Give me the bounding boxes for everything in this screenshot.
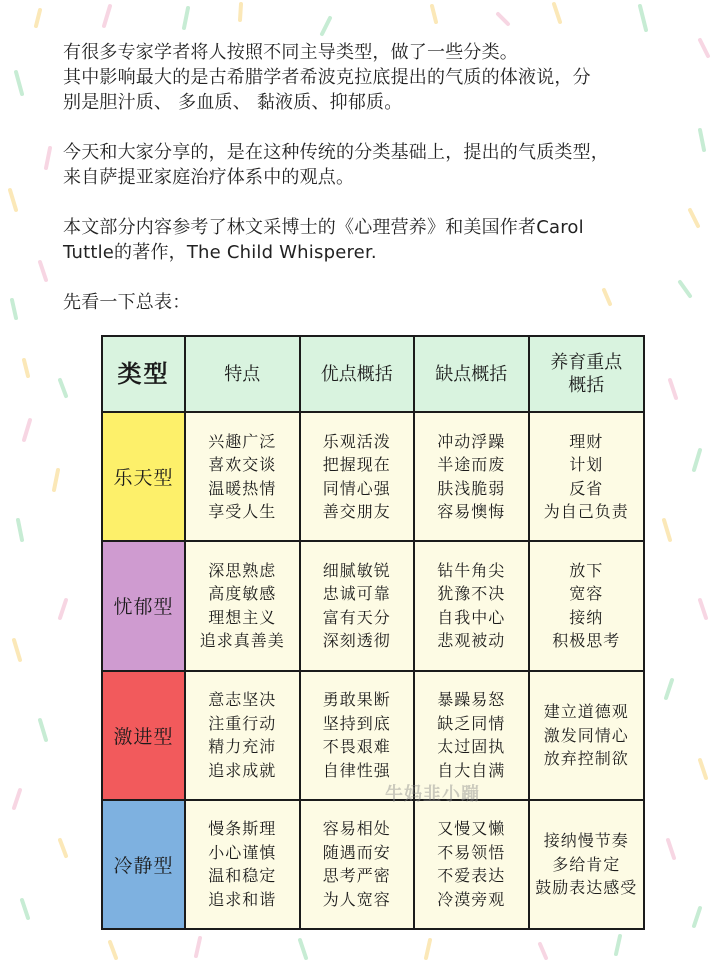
traits-cell <box>185 800 300 928</box>
table-body <box>103 412 643 928</box>
header-type: 类型 <box>103 337 185 412</box>
intro-line: 别是胆汁质、 多血质、 黏液质、抑郁质。 <box>63 92 403 113</box>
header-strengths: 优点概括 <box>300 337 415 412</box>
cell-line: 富有天分 <box>322 607 391 627</box>
table-row <box>103 541 643 670</box>
cell-line: 积极思考 <box>552 631 621 651</box>
cell-line: 容易懊悔 <box>437 502 506 522</box>
cell-line: 坚持到底 <box>322 713 391 733</box>
cell-line: 理想主义 <box>208 607 277 627</box>
cell-line: 深思熟虑 <box>208 560 277 580</box>
cell-line: 追求真善美 <box>199 631 285 651</box>
cell-line: 自大自满 <box>437 760 506 780</box>
intro-line: Tuttle的著作，The Child Whisperer. <box>63 242 377 263</box>
header-parenting-line: 概括 <box>568 375 605 396</box>
traits-cell <box>185 541 300 670</box>
cell-line: 慢条斯理 <box>208 819 277 839</box>
cell-line: 细腻敏锐 <box>322 560 391 580</box>
watermark: 牛妈韭小蹦 <box>385 784 480 805</box>
strengths-cell <box>300 412 415 541</box>
table-row <box>103 800 643 928</box>
weaknesses-cell <box>414 412 529 541</box>
header-traits: 特点 <box>185 337 300 412</box>
header-weaknesses: 缺点概括 <box>414 337 529 412</box>
cell-line: 不畏艰难 <box>322 737 391 757</box>
cell-line: 冷漠旁观 <box>437 889 506 909</box>
cell-line: 乐观活泼 <box>322 431 391 451</box>
intro-line: 其中影响最大的是古希腊学者希波克拉底提出的气质的体液说，分 <box>63 67 591 88</box>
strengths-cell <box>300 800 415 928</box>
temperament-table-frame <box>101 335 645 930</box>
cell-line: 钻牛角尖 <box>437 560 506 580</box>
cell-line: 为人宽容 <box>322 889 391 909</box>
cell-line: 太过固执 <box>437 737 506 757</box>
cell-line: 接纳 <box>569 607 604 627</box>
temperament-table <box>103 337 643 928</box>
cell-line: 不爱表达 <box>437 866 506 886</box>
type-cell: 冷静型 <box>103 800 185 928</box>
parenting-cell <box>529 412 644 541</box>
cell-line: 缺乏同情 <box>437 713 506 733</box>
header-parenting-line: 养育重点 <box>550 352 623 373</box>
table-header-row <box>103 337 643 412</box>
cell-line: 随遇而安 <box>322 842 391 862</box>
table-row <box>103 671 643 800</box>
traits-cell <box>185 671 300 800</box>
cell-line: 深刻透彻 <box>322 631 391 651</box>
table-row <box>103 412 643 541</box>
intro-line: 来自萨提亚家庭治疗体系中的观点。 <box>63 167 355 188</box>
cell-line: 把握现在 <box>322 455 391 475</box>
cell-line: 建立道德观 <box>543 702 629 722</box>
intro-line: 本文部分内容参考了林文采博士的《心理营养》和美国作者Carol <box>63 217 584 238</box>
cell-line: 犹豫不决 <box>437 584 506 604</box>
cell-line: 同情心强 <box>322 478 391 498</box>
cell-line: 思考严密 <box>322 866 391 886</box>
cell-line: 意志坚决 <box>208 690 277 710</box>
intro-line: 有很多专家学者将人按照不同主导类型，做了一些分类。 <box>63 42 518 63</box>
cell-line: 冲动浮躁 <box>437 431 506 451</box>
cell-line: 高度敏感 <box>208 584 277 604</box>
header-parenting <box>529 337 644 412</box>
parenting-cell <box>529 541 644 670</box>
cell-line: 温暖热情 <box>208 478 277 498</box>
type-cell: 忧郁型 <box>103 541 185 670</box>
cell-line: 多给肯定 <box>552 854 621 874</box>
cell-line: 不易领悟 <box>437 842 506 862</box>
cell-line: 小心谨慎 <box>208 842 277 862</box>
cell-line: 接纳慢节奏 <box>543 831 629 851</box>
cell-line: 反省 <box>569 478 604 498</box>
cell-line: 又慢又懒 <box>437 819 506 839</box>
cell-line: 半途而废 <box>437 455 506 475</box>
cell-line: 宽容 <box>569 584 604 604</box>
cell-line: 自我中心 <box>437 607 506 627</box>
cell-line: 肤浅脆弱 <box>437 478 506 498</box>
cell-line: 为自己负责 <box>543 502 629 522</box>
parenting-cell <box>529 671 644 800</box>
strengths-cell <box>300 541 415 670</box>
cell-line: 鼓励表达感受 <box>535 878 638 898</box>
intro-text <box>63 40 703 315</box>
weaknesses-cell <box>414 541 529 670</box>
cell-line: 喜欢交谈 <box>208 455 277 475</box>
cell-line: 理财 <box>569 431 604 451</box>
cell-line: 放弃控制欲 <box>543 749 629 769</box>
cell-line: 善交朋友 <box>322 502 391 522</box>
cell-line: 勇敢果断 <box>322 690 391 710</box>
parenting-cell <box>529 800 644 928</box>
type-cell: 乐天型 <box>103 412 185 541</box>
cell-line: 精力充沛 <box>208 737 277 757</box>
cell-line: 放下 <box>569 560 604 580</box>
cell-line: 兴趣广泛 <box>208 431 277 451</box>
cell-line: 计划 <box>569 455 604 475</box>
type-cell: 激进型 <box>103 671 185 800</box>
cell-line: 享受人生 <box>208 502 277 522</box>
cell-line: 自律性强 <box>322 760 391 780</box>
cell-line: 悲观被动 <box>437 631 506 651</box>
weaknesses-cell <box>414 800 529 928</box>
cell-line: 注重行动 <box>208 713 277 733</box>
cell-line: 容易相处 <box>322 819 391 839</box>
intro-line: 今天和大家分享的，是在这种传统的分类基础上，提出的气质类型， <box>63 142 609 163</box>
cell-line: 温和稳定 <box>208 866 277 886</box>
cell-line: 追求和谐 <box>208 889 277 909</box>
intro-line: 先看一下总表： <box>63 292 191 313</box>
cell-line: 暴躁易怒 <box>437 690 506 710</box>
cell-line: 激发同情心 <box>543 725 629 745</box>
traits-cell <box>185 412 300 541</box>
cell-line: 忠诚可靠 <box>322 584 391 604</box>
cell-line: 追求成就 <box>208 760 277 780</box>
